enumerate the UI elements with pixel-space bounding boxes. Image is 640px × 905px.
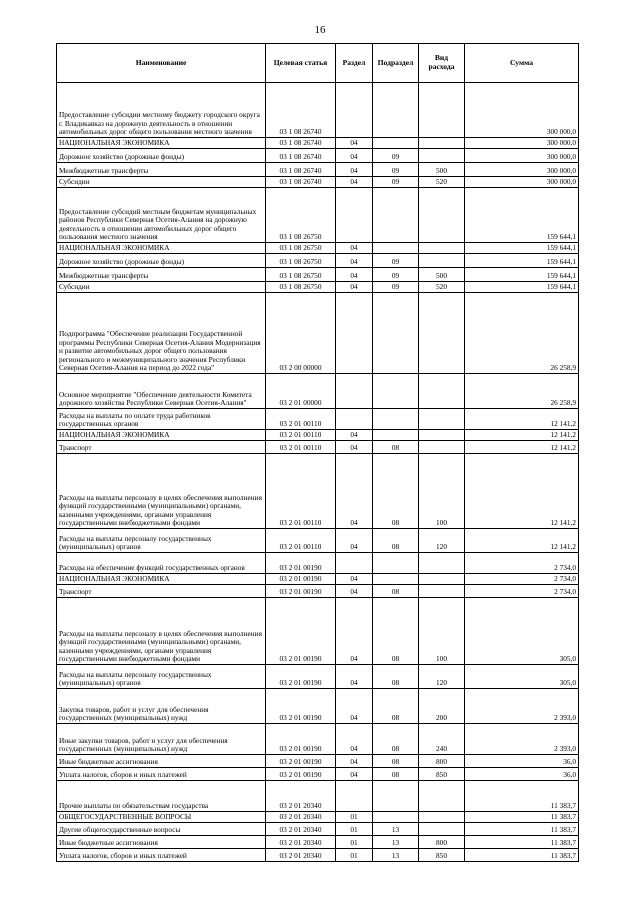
table-row — [57, 83, 579, 138]
cell-sum: 159 644,1 — [465, 243, 579, 254]
cell-subsection — [373, 83, 419, 138]
cell-sum: 12 141,2 — [465, 430, 579, 441]
cell-subsection: 09 — [373, 282, 419, 293]
cell-expense-type: 120 — [419, 529, 465, 553]
cell-article: 03 2 01 20340 — [266, 849, 336, 862]
cell-article: 03 1 08 26740 — [266, 177, 336, 188]
cell-expense-type: 240 — [419, 724, 465, 755]
header-expense-type: Вид расхода — [419, 44, 465, 83]
cell-subsection: 13 — [373, 836, 419, 849]
cell-section — [336, 188, 373, 243]
cell-expense-type: 800 — [419, 836, 465, 849]
cell-article: 03 1 08 26750 — [266, 282, 336, 293]
cell-expense-type: 850 — [419, 849, 465, 862]
cell-name: Расходы на выплаты персоналу в целях обеспечения выполнения функций государственными (муниципальными) органами, казенными учреждениями, органами управления государственными внебюджетными фондами — [57, 454, 266, 529]
cell-article: 03 2 01 00110 — [266, 430, 336, 441]
page-number: 16 — [314, 24, 326, 36]
cell-article: 03 2 01 00110 — [266, 409, 336, 430]
cell-name: Расходы на выплаты персоналу в целях обеспечения выполнения функций государственными (муниципальными) органами, казенными учреждениями, органами управления государственными внебюджетными фондами — [57, 598, 266, 665]
cell-name: Уплата налогов, сборов и иных платежей — [57, 849, 266, 862]
cell-article: 03 1 08 26740 — [266, 83, 336, 138]
cell-subsection — [373, 430, 419, 441]
cell-expense-type — [419, 781, 465, 812]
cell-section: 04 — [336, 268, 373, 282]
cell-article: 03 1 08 26750 — [266, 268, 336, 282]
cell-section: 04 — [336, 163, 373, 177]
cell-name: Межбюджетные трансферты — [57, 163, 266, 177]
cell-subsection: 09 — [373, 149, 419, 163]
cell-sum: 12 141,2 — [465, 409, 579, 430]
cell-section: 01 — [336, 812, 373, 823]
cell-sum: 300 000,0 — [465, 149, 579, 163]
cell-section — [336, 293, 373, 374]
cell-name: НАЦИОНАЛЬНАЯ ЭКОНОМИКА — [57, 430, 266, 441]
cell-name: НАЦИОНАЛЬНАЯ ЭКОНОМИКА — [57, 138, 266, 149]
cell-name: Иные бюджетные ассигнования — [57, 755, 266, 768]
table-row — [57, 254, 579, 268]
cell-section: 01 — [336, 836, 373, 849]
cell-sum: 36,0 — [465, 768, 579, 781]
cell-expense-type — [419, 430, 465, 441]
table-row — [57, 293, 579, 374]
table-row — [57, 409, 579, 430]
cell-name: Дорожное хозяйство (дорожные фонды) — [57, 254, 266, 268]
cell-sum: 26 258,9 — [465, 293, 579, 374]
cell-sum: 305,0 — [465, 598, 579, 665]
cell-article: 03 2 01 00190 — [266, 755, 336, 768]
cell-article: 03 2 01 00190 — [266, 665, 336, 689]
cell-subsection — [373, 293, 419, 374]
cell-expense-type — [419, 553, 465, 574]
table-row — [57, 812, 579, 823]
cell-expense-type: 850 — [419, 768, 465, 781]
cell-expense-type — [419, 138, 465, 149]
cell-sum: 305,0 — [465, 665, 579, 689]
cell-article: 03 2 01 20340 — [266, 836, 336, 849]
cell-sum: 159 644,1 — [465, 188, 579, 243]
cell-name: Расходы на выплаты персоналу государственных (муниципальных) органов — [57, 529, 266, 553]
cell-section: 04 — [336, 177, 373, 188]
cell-name: Предоставление субсидии местному бюджету городского округа г. Владикавказ на дорожную деятельность в отношении автомобильных дорог общего пользования местного значения — [57, 83, 266, 138]
cell-sum: 300 000,0 — [465, 163, 579, 177]
cell-expense-type — [419, 823, 465, 836]
cell-subsection: 09 — [373, 163, 419, 177]
cell-article: 03 1 08 26750 — [266, 243, 336, 254]
table-row — [57, 529, 579, 553]
header-name: Наименование — [57, 44, 266, 83]
cell-sum: 159 644,1 — [465, 282, 579, 293]
cell-subsection — [373, 188, 419, 243]
cell-sum: 300 000,0 — [465, 138, 579, 149]
cell-subsection — [373, 812, 419, 823]
table-row — [57, 282, 579, 293]
table-row — [57, 665, 579, 689]
cell-article: 03 1 08 26750 — [266, 254, 336, 268]
table-body — [57, 83, 579, 862]
table-row — [57, 849, 579, 862]
cell-expense-type — [419, 188, 465, 243]
cell-subsection: 08 — [373, 598, 419, 665]
cell-expense-type: 100 — [419, 454, 465, 529]
cell-subsection: 09 — [373, 177, 419, 188]
cell-expense-type: 800 — [419, 755, 465, 768]
cell-subsection: 08 — [373, 441, 419, 454]
cell-expense-type — [419, 441, 465, 454]
cell-subsection — [373, 138, 419, 149]
table-header-row — [57, 44, 579, 83]
cell-article: 03 2 00 00000 — [266, 293, 336, 374]
table-row — [57, 243, 579, 254]
cell-sum: 2 734,0 — [465, 585, 579, 598]
cell-subsection — [373, 374, 419, 409]
table-row — [57, 781, 579, 812]
cell-section: 04 — [336, 755, 373, 768]
table-row — [57, 553, 579, 574]
cell-article: 03 2 01 00110 — [266, 454, 336, 529]
table-row — [57, 163, 579, 177]
cell-sum: 2 734,0 — [465, 574, 579, 585]
cell-section: 04 — [336, 724, 373, 755]
cell-section: 04 — [336, 689, 373, 724]
cell-expense-type — [419, 409, 465, 430]
cell-article: 03 1 08 26750 — [266, 188, 336, 243]
cell-subsection: 13 — [373, 849, 419, 862]
table-row — [57, 574, 579, 585]
cell-expense-type — [419, 585, 465, 598]
cell-article: 03 2 01 00190 — [266, 689, 336, 724]
cell-section — [336, 409, 373, 430]
cell-subsection: 09 — [373, 254, 419, 268]
cell-name: Субсидии — [57, 282, 266, 293]
cell-subsection: 08 — [373, 454, 419, 529]
cell-expense-type — [419, 574, 465, 585]
cell-sum: 11 383,7 — [465, 823, 579, 836]
cell-section: 04 — [336, 585, 373, 598]
cell-subsection — [373, 553, 419, 574]
cell-subsection — [373, 574, 419, 585]
cell-section: 04 — [336, 441, 373, 454]
cell-sum: 2 393,0 — [465, 689, 579, 724]
cell-subsection: 08 — [373, 529, 419, 553]
cell-subsection — [373, 409, 419, 430]
cell-expense-type: 500 — [419, 163, 465, 177]
cell-expense-type: 520 — [419, 282, 465, 293]
cell-expense-type: 520 — [419, 177, 465, 188]
cell-subsection: 13 — [373, 823, 419, 836]
cell-name: Прочие выплаты по обязательствам государства — [57, 781, 266, 812]
cell-article: 03 1 08 26740 — [266, 163, 336, 177]
cell-name: ОБЩЕГОСУДАРСТВЕННЫЕ ВОПРОСЫ — [57, 812, 266, 823]
cell-article: 03 1 08 26740 — [266, 149, 336, 163]
cell-expense-type: 120 — [419, 665, 465, 689]
cell-sum: 2 393,0 — [465, 724, 579, 755]
cell-expense-type — [419, 83, 465, 138]
cell-expense-type — [419, 149, 465, 163]
table-row — [57, 768, 579, 781]
cell-subsection: 08 — [373, 689, 419, 724]
cell-name: Уплата налогов, сборов и иных платежей — [57, 768, 266, 781]
cell-subsection: 08 — [373, 665, 419, 689]
table-row — [57, 138, 579, 149]
cell-expense-type: 100 — [419, 598, 465, 665]
cell-name: Закупка товаров, работ и услуг для обеспечения государственных (муниципальных) нужд — [57, 689, 266, 724]
cell-article: 03 2 01 00190 — [266, 768, 336, 781]
cell-sum: 300 000,0 — [465, 83, 579, 138]
cell-article: 03 2 01 00190 — [266, 574, 336, 585]
cell-name: Субсидии — [57, 177, 266, 188]
table-row — [57, 836, 579, 849]
cell-sum: 159 644,1 — [465, 268, 579, 282]
cell-article: 03 2 01 20340 — [266, 823, 336, 836]
cell-sum: 12 141,2 — [465, 529, 579, 553]
cell-sum: 11 383,7 — [465, 812, 579, 823]
cell-name: Расходы на обеспечение функций государственных органов — [57, 553, 266, 574]
cell-name: НАЦИОНАЛЬНАЯ ЭКОНОМИКА — [57, 243, 266, 254]
table-row — [57, 598, 579, 665]
cell-sum: 11 383,7 — [465, 836, 579, 849]
table-row — [57, 188, 579, 243]
budget-table — [56, 43, 579, 862]
header-sum: Сумма — [465, 44, 579, 83]
cell-expense-type — [419, 254, 465, 268]
cell-article: 03 1 08 26740 — [266, 138, 336, 149]
cell-name: Основное мероприятие "Обеспечение деятельности Комитета дорожного хозяйства Республики Северная Осетия-Алания" — [57, 374, 266, 409]
cell-subsection: 08 — [373, 585, 419, 598]
cell-section: 01 — [336, 823, 373, 836]
cell-name: Межбюджетные трансферты — [57, 268, 266, 282]
cell-article: 03 2 01 20340 — [266, 781, 336, 812]
cell-name: Транспорт — [57, 585, 266, 598]
cell-article: 03 2 01 00190 — [266, 598, 336, 665]
cell-section: 04 — [336, 149, 373, 163]
cell-section: 04 — [336, 254, 373, 268]
cell-sum: 11 383,7 — [465, 849, 579, 862]
cell-expense-type — [419, 293, 465, 374]
header-article: Целевая статья — [266, 44, 336, 83]
cell-section: 04 — [336, 529, 373, 553]
header-section: Раздел — [336, 44, 373, 83]
cell-sum: 26 258,9 — [465, 374, 579, 409]
cell-article: 03 2 01 00110 — [266, 441, 336, 454]
cell-name: Подпрограмма "Обеспечение реализации Государственной программы Республики Северная Осетия-Алания Модернизация и развитие автомобильных дорог общего пользования регионального и межмуниципального значения Республики Северная Осетия-Алания на период до 2022 года" — [57, 293, 266, 374]
cell-subsection: 08 — [373, 755, 419, 768]
cell-subsection: 08 — [373, 724, 419, 755]
table-row — [57, 585, 579, 598]
cell-section: 04 — [336, 138, 373, 149]
cell-subsection — [373, 781, 419, 812]
cell-sum: 11 383,7 — [465, 781, 579, 812]
cell-sum: 159 644,1 — [465, 254, 579, 268]
table-row — [57, 755, 579, 768]
cell-subsection: 09 — [373, 268, 419, 282]
cell-sum: 12 141,2 — [465, 454, 579, 529]
table-row — [57, 268, 579, 282]
cell-section: 04 — [336, 768, 373, 781]
cell-article: 03 2 01 20340 — [266, 812, 336, 823]
cell-section: 04 — [336, 598, 373, 665]
cell-expense-type — [419, 812, 465, 823]
cell-name: Транспорт — [57, 441, 266, 454]
cell-name: Другие общегосударственные вопросы — [57, 823, 266, 836]
cell-expense-type — [419, 374, 465, 409]
table-row — [57, 724, 579, 755]
cell-section — [336, 374, 373, 409]
cell-article: 03 2 01 00190 — [266, 724, 336, 755]
header-subsection: Подраздел — [373, 44, 419, 83]
cell-article: 03 2 01 00190 — [266, 585, 336, 598]
table-row — [57, 689, 579, 724]
cell-sum: 2 734,0 — [465, 553, 579, 574]
cell-name: Предоставление субсидий местным бюджетам муниципальных районов Республики Северная Осетия-Алания на дорожную деятельность в отношении автомобильных дорог общего пользования местного значения — [57, 188, 266, 243]
cell-section — [336, 553, 373, 574]
cell-article: 03 2 01 00110 — [266, 529, 336, 553]
table-row — [57, 177, 579, 188]
cell-section: 04 — [336, 243, 373, 254]
cell-sum: 12 141,2 — [465, 441, 579, 454]
cell-subsection — [373, 243, 419, 254]
table-row — [57, 454, 579, 529]
cell-name: НАЦИОНАЛЬНАЯ ЭКОНОМИКА — [57, 574, 266, 585]
cell-name: Иные закупки товаров, работ и услуг для обеспечения государственных (муниципальных) нужд — [57, 724, 266, 755]
cell-section: 04 — [336, 430, 373, 441]
cell-section — [336, 83, 373, 138]
table-row — [57, 823, 579, 836]
cell-expense-type — [419, 243, 465, 254]
cell-expense-type: 200 — [419, 689, 465, 724]
cell-name: Расходы на выплаты персоналу государственных (муниципальных) органов — [57, 665, 266, 689]
cell-section — [336, 781, 373, 812]
cell-article: 03 2 01 00000 — [266, 374, 336, 409]
cell-section: 04 — [336, 574, 373, 585]
cell-name: Иные бюджетные ассигнования — [57, 836, 266, 849]
table-row — [57, 149, 579, 163]
cell-name: Дорожное хозяйство (дорожные фонды) — [57, 149, 266, 163]
cell-section: 04 — [336, 282, 373, 293]
cell-section: 04 — [336, 454, 373, 529]
cell-section: 01 — [336, 849, 373, 862]
table-row — [57, 374, 579, 409]
cell-sum: 300 000,0 — [465, 177, 579, 188]
cell-expense-type: 500 — [419, 268, 465, 282]
cell-sum: 36,0 — [465, 755, 579, 768]
table-row — [57, 430, 579, 441]
cell-section: 04 — [336, 665, 373, 689]
cell-name: Расходы на выплаты по оплате труда работников государственных органов — [57, 409, 266, 430]
cell-article: 03 2 01 00190 — [266, 553, 336, 574]
cell-subsection: 08 — [373, 768, 419, 781]
table-row — [57, 441, 579, 454]
